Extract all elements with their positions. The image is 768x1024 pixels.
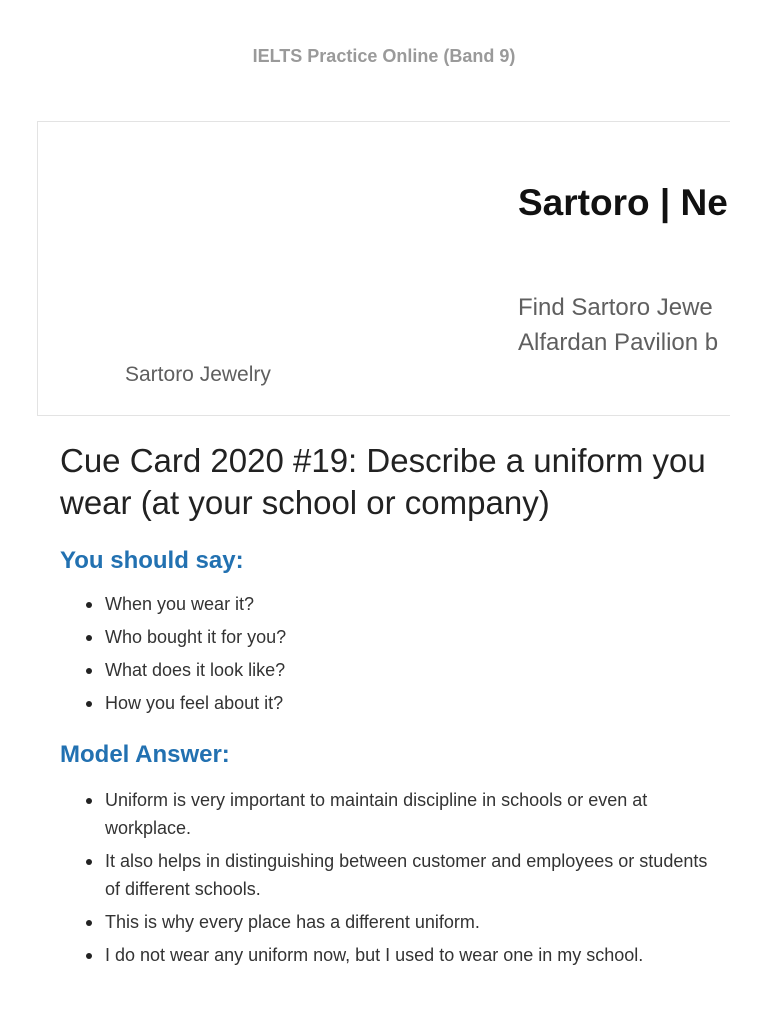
site-header [0,46,768,67]
site-title-link[interactable]: IELTS Practice Online (Band 9) [252,46,516,66]
list-item: I do not wear any uniform now, but I used to wear one in my school. [105,941,720,969]
list-item: What does it look like? [105,656,720,684]
list-item: It also helps in distinguishing between customer and employees or students of different schools. [105,847,720,903]
ad-description [518,290,718,360]
ad-description-line: Find Sartoro Jewe [518,294,713,321]
list-item: Uniform is very important to maintain discipline in schools or even at workplace. [105,786,720,842]
model-answer-heading: Model Answer: [60,741,230,768]
ad-headline[interactable]: Sartoro | Ne [518,182,728,223]
model-answer-list [60,786,720,969]
article-content [60,440,720,974]
should-say-heading: You should say: [60,547,244,574]
list-item: Who bought it for you? [105,623,720,651]
list-item: How you feel about it? [105,689,720,717]
article-title: Cue Card 2020 #19: Describe a uniform you wear (at your school or company) [60,442,706,521]
ad-banner[interactable] [37,121,730,416]
ad-description-line: Alfardan Pavilion b [518,329,719,356]
list-item: This is why every place has a different uniform. [105,908,720,936]
ad-advertiser-name[interactable]: Sartoro Jewelry [125,363,271,386]
should-say-list [60,590,720,717]
list-item: When you wear it? [105,590,720,618]
